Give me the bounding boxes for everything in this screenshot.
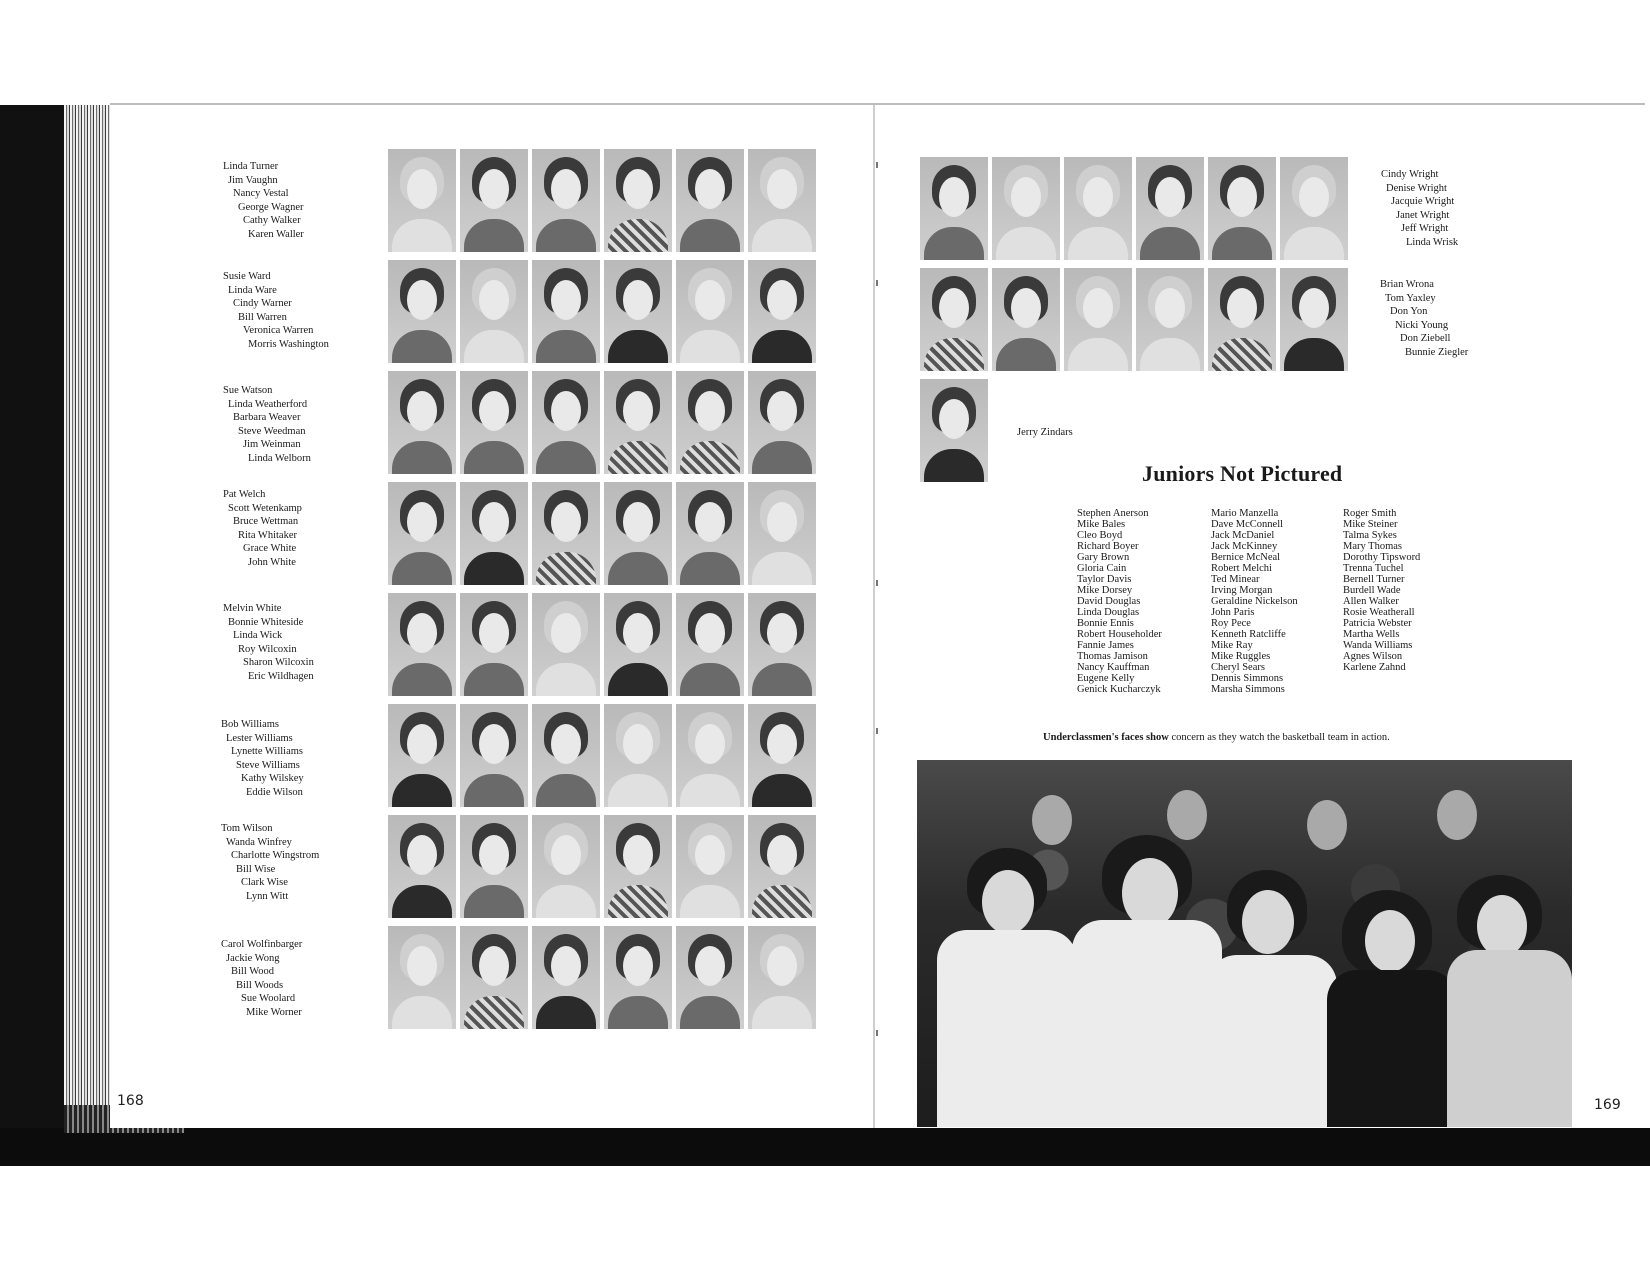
student-name: Eddie Wilson xyxy=(246,786,303,798)
student-portrait xyxy=(1208,157,1276,260)
student-name: Cleo Boyd xyxy=(1077,530,1123,541)
student-portrait xyxy=(532,371,600,474)
crowd-figure xyxy=(1447,950,1572,1127)
student-portrait xyxy=(1064,157,1132,260)
portrait-row xyxy=(388,926,816,1029)
crowd-figure xyxy=(1365,910,1415,972)
student-name: Mike Ray xyxy=(1211,640,1253,651)
crowd-figure xyxy=(1477,895,1527,957)
student-name: Steve Weedman xyxy=(238,425,306,437)
student-name: Kathy Wilskey xyxy=(241,773,304,785)
student-name: Nancy Vestal xyxy=(233,188,289,200)
student-portrait xyxy=(1064,268,1132,371)
student-portrait xyxy=(676,149,744,252)
student-name: Agnes Wilson xyxy=(1343,651,1403,662)
crowd-figure xyxy=(1242,890,1294,954)
student-name: Jeff Wright xyxy=(1401,223,1449,235)
student-name: Carol Wolfinbarger xyxy=(221,939,303,950)
portrait-row xyxy=(920,379,988,482)
gutter-mark xyxy=(876,580,878,586)
student-name: Dorothy Tipsword xyxy=(1343,552,1421,563)
student-portrait xyxy=(460,704,528,807)
crowd-figure xyxy=(1122,858,1178,928)
student-portrait xyxy=(1136,268,1204,371)
student-name: Jim Weinman xyxy=(243,439,301,451)
student-name: Sue Woolard xyxy=(241,993,296,1005)
student-name: Bob Williams xyxy=(221,719,280,730)
student-portrait xyxy=(748,704,816,807)
student-name: Patricia Webster xyxy=(1343,618,1412,629)
crowd-figure xyxy=(1307,800,1347,850)
student-name: Linda Welborn xyxy=(248,452,311,464)
student-name: Brian Wrona xyxy=(1380,279,1434,290)
student-portrait xyxy=(532,815,600,918)
portrait-row xyxy=(388,704,816,807)
student-portrait xyxy=(604,482,672,585)
student-portrait xyxy=(532,482,600,585)
caption-text: concern as they watch the basketball team in action. xyxy=(1168,732,1390,743)
student-name: Bernell Turner xyxy=(1343,574,1405,585)
name-list xyxy=(1380,278,1468,360)
name-list xyxy=(221,822,319,904)
student-name: Gary Brown xyxy=(1077,552,1130,563)
student-name: Thomas Jamison xyxy=(1077,651,1148,662)
student-portrait xyxy=(604,149,672,252)
student-portrait xyxy=(604,371,672,474)
student-name: Linda Wrisk xyxy=(1406,236,1459,248)
student-name: Lynette Williams xyxy=(231,746,303,758)
crowd-figure xyxy=(1327,970,1457,1127)
gutter-mark xyxy=(876,280,878,286)
student-portrait xyxy=(676,926,744,1029)
student-portrait xyxy=(460,482,528,585)
student-name: Wanda Williams xyxy=(1343,640,1413,651)
student-name: Ted Minear xyxy=(1211,574,1260,585)
student-portrait xyxy=(388,482,456,585)
caption-lead: Underclassmen's faces show xyxy=(1043,732,1169,743)
student-name: Genick Kucharczyk xyxy=(1077,684,1161,695)
student-name: Nancy Kauffman xyxy=(1077,662,1150,673)
student-name: Allen Walker xyxy=(1343,596,1399,607)
student-portrait xyxy=(460,149,528,252)
student-name: Linda Douglas xyxy=(1077,607,1140,618)
student-portrait xyxy=(748,149,816,252)
portrait-row xyxy=(388,371,816,474)
student-name: Janet Wright xyxy=(1396,209,1450,221)
student-portrait xyxy=(604,926,672,1029)
student-name: Don Ziebell xyxy=(1400,333,1451,345)
not-pictured-column xyxy=(1077,508,1162,695)
student-portrait xyxy=(388,926,456,1029)
student-name: Mike Steiner xyxy=(1343,519,1398,530)
student-name: Dave McConnell xyxy=(1211,519,1284,530)
student-name: Eugene Kelly xyxy=(1077,673,1135,684)
student-portrait xyxy=(748,926,816,1029)
student-portrait xyxy=(992,157,1060,260)
student-name: Mike Dorsey xyxy=(1077,585,1133,596)
gutter-mark xyxy=(876,728,878,734)
student-name: Dennis Simmons xyxy=(1211,673,1284,684)
student-portrait xyxy=(460,371,528,474)
student-name: Bunnie Ziegler xyxy=(1405,346,1469,358)
gutter-mark xyxy=(876,162,878,168)
crowd-figure xyxy=(1167,790,1207,840)
portrait-row xyxy=(388,593,816,696)
student-portrait xyxy=(388,815,456,918)
student-name: Bonnie Whiteside xyxy=(228,616,304,628)
student-name: Trenna Tuchel xyxy=(1343,563,1404,574)
book-bottom-edge xyxy=(0,1128,1650,1166)
portrait-row xyxy=(388,260,816,363)
student-name: Robert Householder xyxy=(1077,629,1162,640)
student-name: Jim Vaughn xyxy=(228,174,278,186)
book-spine xyxy=(0,105,64,1166)
student-name: Roger Smith xyxy=(1343,508,1397,519)
crowd-figure xyxy=(1207,955,1337,1127)
student-portrait xyxy=(532,704,600,807)
section-title: Juniors Not Pictured xyxy=(1142,461,1343,486)
student-portrait xyxy=(920,379,988,482)
student-portrait xyxy=(460,260,528,363)
student-portrait xyxy=(1280,268,1348,371)
student-portrait xyxy=(676,815,744,918)
student-name: Gloria Cain xyxy=(1077,563,1127,574)
student-name: Bonnie Ennis xyxy=(1077,618,1134,629)
student-name: Mario Manzella xyxy=(1211,508,1279,519)
student-portrait xyxy=(388,260,456,363)
crowd-figure xyxy=(1032,795,1072,845)
student-name: Jack McDaniel xyxy=(1211,530,1275,541)
student-name: Bill Warren xyxy=(238,311,287,323)
name-list xyxy=(221,718,304,800)
student-name: Veronica Warren xyxy=(243,325,314,337)
crowd-figure xyxy=(1437,790,1477,840)
student-name: Roy Wilcoxin xyxy=(238,643,297,655)
student-name: Geraldine Nickelson xyxy=(1211,596,1298,607)
student-portrait xyxy=(748,593,816,696)
name-list xyxy=(223,602,314,684)
student-name: Eric Wildhagen xyxy=(248,670,314,682)
student-name: Steve Williams xyxy=(236,759,300,771)
gutter-mark xyxy=(876,1030,878,1036)
student-name: John Paris xyxy=(1211,607,1255,618)
student-portrait xyxy=(532,260,600,363)
student-name: Susie Ward xyxy=(223,271,271,282)
student-name: Linda Turner xyxy=(223,161,279,172)
student-name: Fannie James xyxy=(1077,640,1134,651)
student-portrait xyxy=(604,704,672,807)
student-portrait xyxy=(388,704,456,807)
student-portrait xyxy=(920,157,988,260)
student-name: Irving Morgan xyxy=(1211,585,1273,596)
student-portrait xyxy=(748,260,816,363)
student-name: Kenneth Ratcliffe xyxy=(1211,629,1286,640)
student-portrait xyxy=(388,593,456,696)
crowd-photo xyxy=(917,760,1572,1127)
crowd-figure xyxy=(1072,920,1222,1127)
student-name: John White xyxy=(248,556,296,568)
student-name: Jerry Zindars xyxy=(1017,427,1073,438)
portrait-row xyxy=(920,268,1348,371)
student-name: Sue Watson xyxy=(223,385,273,396)
student-portrait xyxy=(388,149,456,252)
student-name: Martha Wells xyxy=(1343,629,1400,640)
page-number: 169 xyxy=(1594,1097,1621,1113)
student-portrait xyxy=(604,593,672,696)
not-pictured-column xyxy=(1343,508,1420,673)
student-name: Jacquie Wright xyxy=(1391,196,1455,208)
student-name: Barbara Weaver xyxy=(233,412,301,424)
student-name: Bill Wise xyxy=(236,863,276,875)
student-name: Rita Whitaker xyxy=(238,529,297,541)
student-portrait xyxy=(460,593,528,696)
name-list xyxy=(223,488,302,570)
student-portrait xyxy=(676,482,744,585)
student-name: Nicki Young xyxy=(1395,319,1449,331)
student-name: Mike Worner xyxy=(246,1006,302,1018)
student-name: Mary Thomas xyxy=(1343,541,1403,552)
student-portrait xyxy=(532,149,600,252)
student-name: Richard Boyer xyxy=(1077,541,1139,552)
student-portrait xyxy=(532,593,600,696)
portrait-row xyxy=(388,482,816,585)
student-portrait xyxy=(1208,268,1276,371)
student-name: Bill Woods xyxy=(236,979,284,991)
student-name: David Douglas xyxy=(1077,596,1141,607)
student-portrait xyxy=(1136,157,1204,260)
student-name: Talma Sykes xyxy=(1343,530,1397,541)
student-name: Mike Bales xyxy=(1077,519,1126,530)
name-list xyxy=(223,160,304,242)
student-name: Jack McKinney xyxy=(1211,541,1278,552)
student-name: Denise Wright xyxy=(1386,182,1447,194)
student-name: Cindy Wright xyxy=(1381,169,1439,180)
page-edges xyxy=(64,105,110,1145)
student-portrait xyxy=(920,268,988,371)
student-name: Burdell Wade xyxy=(1343,585,1401,596)
student-name: Roy Pece xyxy=(1211,618,1251,629)
student-name: Taylor Davis xyxy=(1077,574,1132,585)
student-portrait xyxy=(388,371,456,474)
student-name: Bruce Wettman xyxy=(233,516,299,528)
student-name: Bill Wood xyxy=(231,966,275,978)
student-name: Stephen Anerson xyxy=(1077,508,1149,519)
student-name: Wanda Winfrey xyxy=(226,836,292,848)
student-name: Don Yon xyxy=(1390,306,1428,318)
student-portrait xyxy=(532,926,600,1029)
name-list xyxy=(223,270,329,352)
student-name: Clark Wise xyxy=(241,877,288,889)
student-name: Linda Wick xyxy=(233,630,283,642)
student-name: Charlotte Wingstrom xyxy=(231,850,320,862)
student-portrait xyxy=(460,815,528,918)
student-portrait xyxy=(604,260,672,363)
student-name: Lester Williams xyxy=(226,732,293,744)
student-name: Rosie Weatherall xyxy=(1343,607,1415,618)
student-name: Karlene Zahnd xyxy=(1343,662,1406,673)
student-name: George Wagner xyxy=(238,201,304,213)
student-name: Grace White xyxy=(243,543,297,555)
student-name: Sharon Wilcoxin xyxy=(243,657,314,669)
student-name: Morris Washington xyxy=(248,338,329,350)
student-portrait xyxy=(676,593,744,696)
student-name: Jackie Wong xyxy=(226,952,280,964)
portrait-row xyxy=(388,149,816,252)
page-number: 168 xyxy=(117,1093,144,1109)
student-name: Tom Yaxley xyxy=(1385,292,1436,304)
student-portrait xyxy=(748,371,816,474)
student-portrait xyxy=(748,482,816,585)
student-name: Mike Ruggles xyxy=(1211,651,1271,662)
student-name: Karen Waller xyxy=(248,228,304,240)
not-pictured-column xyxy=(1211,508,1298,695)
student-name: Bernice McNeal xyxy=(1211,552,1281,563)
student-portrait xyxy=(748,815,816,918)
student-name: Linda Weatherford xyxy=(228,398,308,410)
student-name: Pat Welch xyxy=(223,489,266,500)
student-portrait xyxy=(1280,157,1348,260)
student-name: Cheryl Sears xyxy=(1211,662,1265,673)
crowd-figure xyxy=(982,870,1034,934)
portrait-row xyxy=(388,815,816,918)
student-name: Linda Ware xyxy=(228,284,277,296)
student-name: Melvin White xyxy=(223,603,282,614)
student-name: Cathy Walker xyxy=(243,215,301,227)
student-portrait xyxy=(604,815,672,918)
student-portrait xyxy=(676,260,744,363)
name-list xyxy=(221,938,302,1020)
student-portrait xyxy=(676,371,744,474)
student-name: Lynn Witt xyxy=(246,890,289,902)
photo-caption xyxy=(1043,732,1390,743)
student-name: Tom Wilson xyxy=(221,823,273,834)
name-list xyxy=(1381,168,1458,250)
student-name: Robert Melchi xyxy=(1211,563,1272,574)
crowd-figure xyxy=(937,930,1077,1127)
student-name: Scott Wetenkamp xyxy=(228,502,302,514)
student-portrait xyxy=(992,268,1060,371)
student-portrait xyxy=(460,926,528,1029)
student-name: Cindy Warner xyxy=(233,298,292,310)
student-portrait xyxy=(676,704,744,807)
name-list xyxy=(223,384,311,466)
portrait-row xyxy=(920,157,1348,260)
student-name: Marsha Simmons xyxy=(1211,684,1285,695)
